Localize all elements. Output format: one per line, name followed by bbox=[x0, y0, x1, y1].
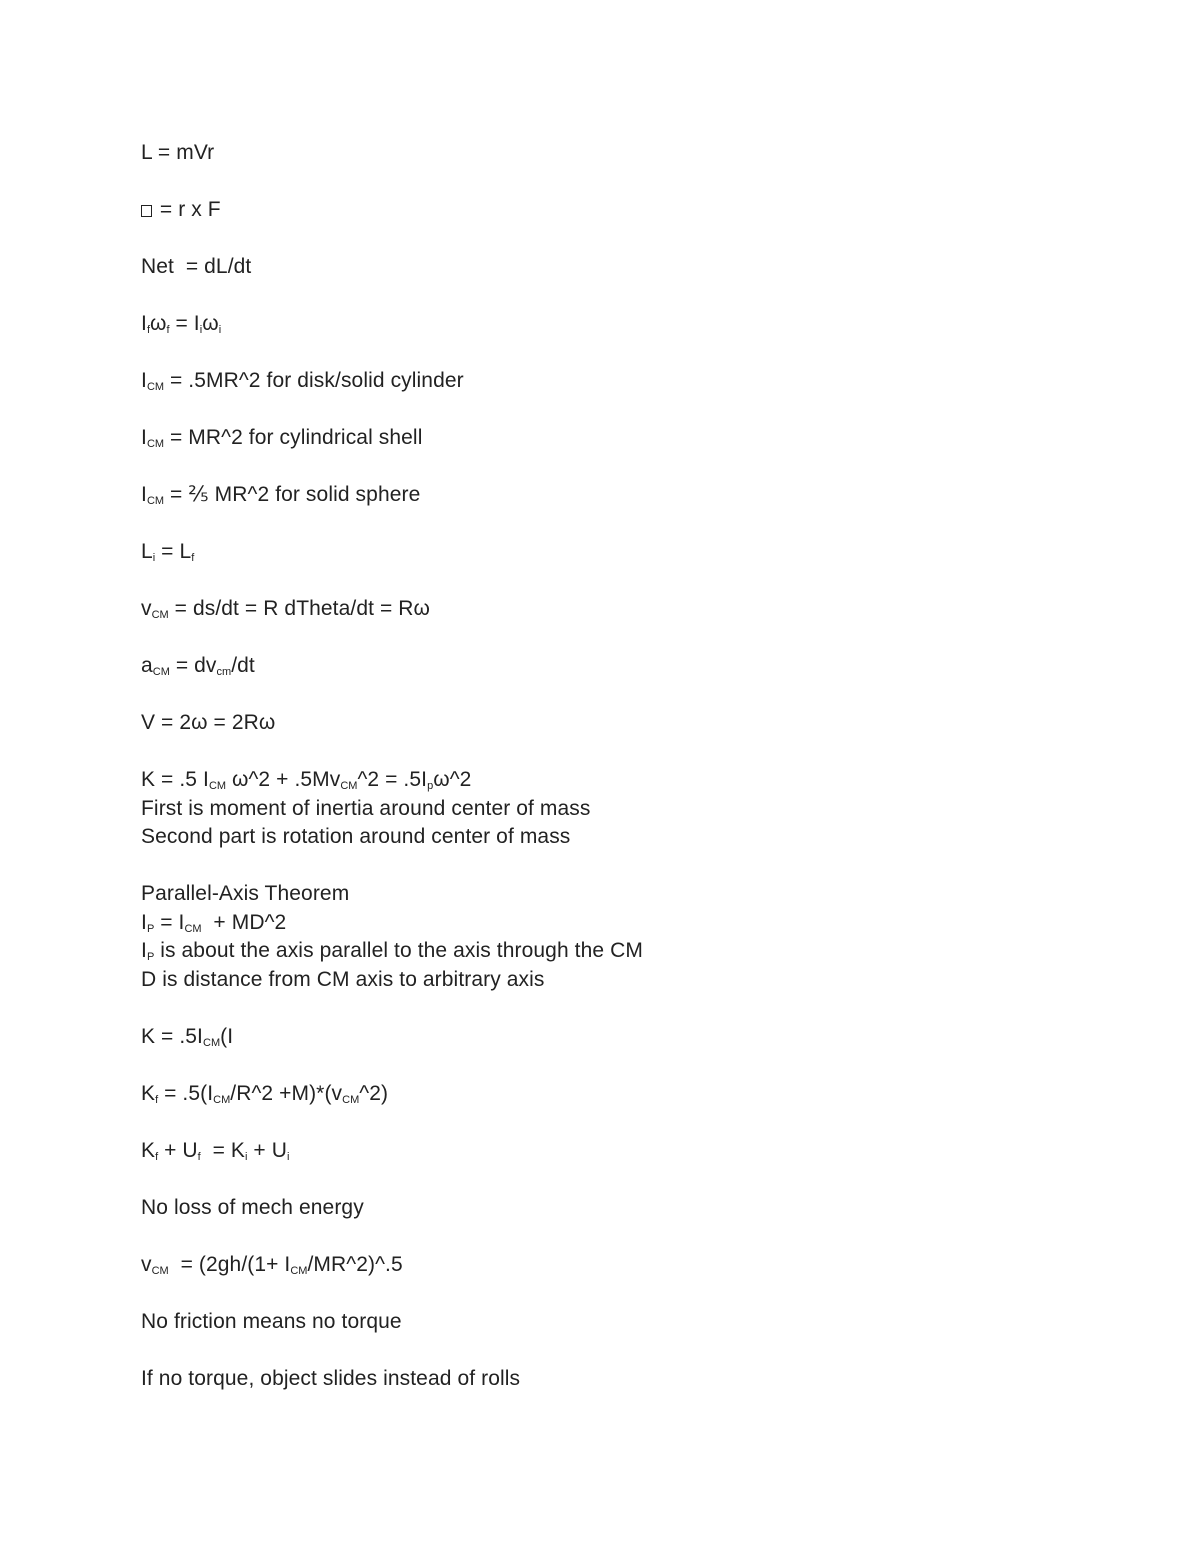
inertia-disk-line: ICM = .5MR^2 for disk/solid cylinder bbox=[141, 369, 464, 393]
torque-line: = r x F bbox=[141, 196, 1141, 225]
spacer bbox=[141, 852, 1141, 881]
spacer bbox=[141, 1336, 1141, 1365]
spacer bbox=[141, 1165, 1141, 1194]
conservation-omega-line: Ifωf = Iiωi bbox=[141, 312, 222, 336]
note-line: If no torque, object slides instead of rolls bbox=[141, 1366, 521, 1390]
energy-conservation-line: Kf + Uf = Ki + Ui bbox=[141, 1138, 290, 1163]
note-line: No friction means no torque bbox=[141, 1309, 402, 1333]
note-line: First is moment of inertia around center of mass bbox=[141, 796, 591, 820]
angular-momentum-line: L = mVr bbox=[141, 141, 215, 164]
spacer bbox=[141, 453, 1141, 482]
note-line: Second part is rotation around center of mass bbox=[141, 825, 571, 848]
spacer bbox=[141, 339, 1141, 368]
kinetic-energy-line: K = .5 ICM ω^2 + .5MvCM^2 = .5Ipω^2 bbox=[141, 768, 472, 792]
acceleration-cm-line: aCM = dvcm/dt bbox=[141, 654, 255, 678]
spacer bbox=[141, 567, 1141, 596]
net-torque-line: Net = dL/dt bbox=[141, 255, 252, 278]
parallel-axis-formula-line: IP = ICM + MD^2 bbox=[141, 910, 287, 935]
rolling-velocity-line: vCM = (2gh/(1+ ICM/MR^2)^.5 bbox=[141, 1252, 403, 1277]
note-line: D is distance from CM axis to arbitrary axis bbox=[141, 967, 545, 991]
spacer bbox=[141, 510, 1141, 539]
spacer bbox=[141, 1279, 1141, 1308]
inertia-sphere-line: ICM = ⅖ MR^2 for solid sphere bbox=[141, 483, 421, 507]
spacer bbox=[141, 225, 1141, 254]
document-page bbox=[141, 139, 1141, 1393]
spacer bbox=[141, 681, 1141, 710]
spacer bbox=[141, 994, 1141, 1023]
final-kinetic-energy-line: Kf = .5(ICM/R^2 +M)*(vCM^2) bbox=[141, 1081, 389, 1106]
spacer bbox=[141, 1108, 1141, 1137]
missing-glyph-icon bbox=[141, 205, 152, 217]
spacer bbox=[141, 738, 1141, 767]
section-heading: Parallel-Axis Theorem bbox=[141, 882, 350, 905]
spacer bbox=[141, 1051, 1141, 1080]
kinetic-energy-partial-line: K = .5ICM(I bbox=[141, 1024, 234, 1049]
velocity-cm-line: vCM = ds/dt = R dTheta/dt = Rω bbox=[141, 597, 431, 621]
spacer bbox=[141, 282, 1141, 311]
spacer bbox=[141, 396, 1141, 425]
spacer bbox=[141, 1222, 1141, 1251]
spacer bbox=[141, 168, 1141, 197]
note-line: IP is about the axis parallel to the axis through the CM bbox=[141, 939, 643, 963]
momentum-conservation-line: Li = Lf bbox=[141, 540, 195, 564]
note-line: No loss of mech energy bbox=[141, 1195, 364, 1219]
inertia-shell-line: ICM = MR^2 for cylindrical shell bbox=[141, 426, 423, 450]
spacer bbox=[141, 624, 1141, 653]
top-velocity-line: V = 2ω = 2Rω bbox=[141, 711, 276, 734]
